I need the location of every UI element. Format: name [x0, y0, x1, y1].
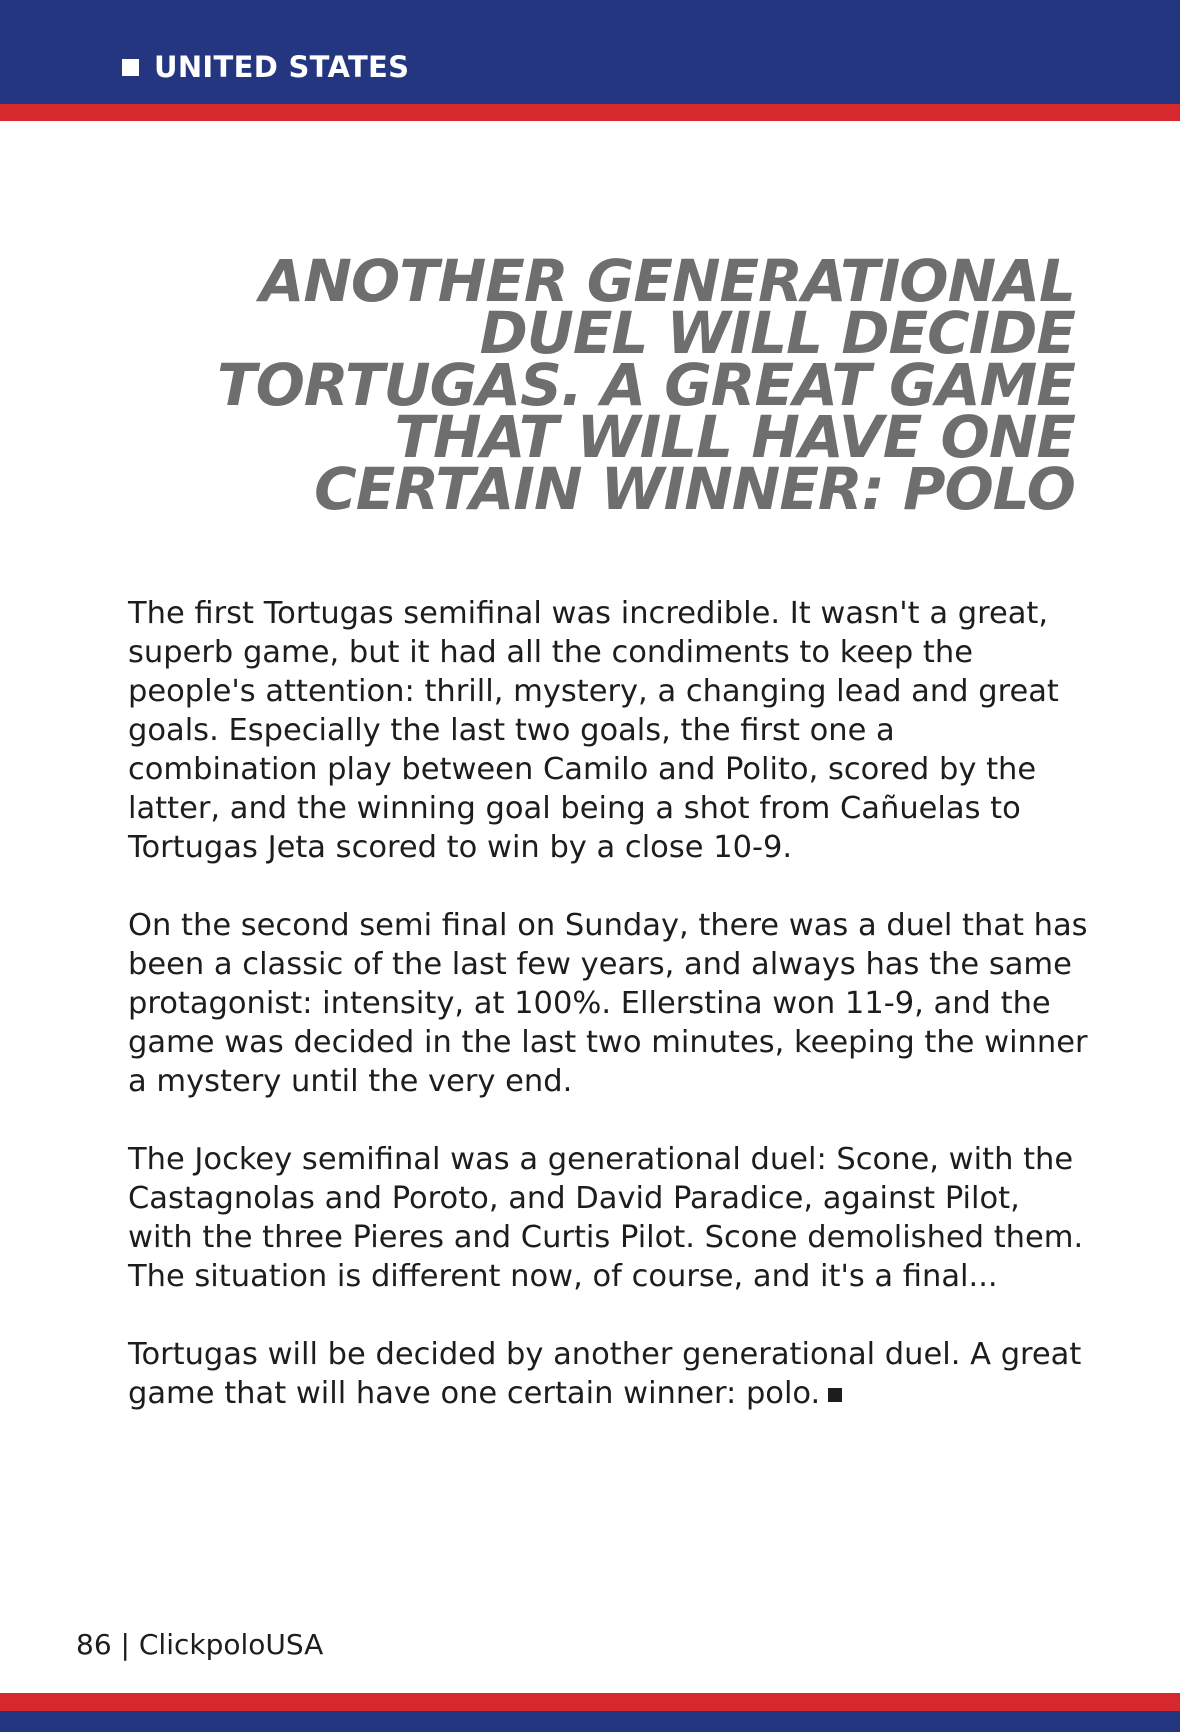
article-headline: ANOTHER GENERATIONAL DUEL WILL DECIDE TORTUGAS. A GREAT GAME THAT WILL HAVE ONE CERTAIN WINNER: POLO — [217, 247, 1075, 523]
header-red-stripe — [0, 104, 1180, 121]
paragraph-final — [128, 1335, 1088, 1413]
paragraph: The first Tortugas semifinal was incredible. It wasn't a great, superb game, but it had all the condiments to keep the people's attention: thrill, mystery, a changing lead and great goals. Especially the last two goals, the first one a combination play between Camilo and Polito, scored by the latter, and the winning goal being a shot from Cañuelas to Tortugas Jeta scored to win by a close 10-9. — [128, 596, 1059, 865]
footer-band — [0, 1711, 1180, 1732]
paragraph: On the second semi final on Sunday, there was a duel that has been a classic of the last few years, and always has the same protagonist: intensity, at 100%. Ellerstina won 11-9, and the game was decided in the last two minutes, keeping the winner a mystery until the very end. — [128, 908, 1088, 1099]
square-icon — [122, 59, 139, 76]
section-title: UNITED STATES — [154, 50, 410, 84]
paragraph-text: Tortugas will be decided by another generational duel. A great game that will have one certain winner: polo. — [128, 1337, 1082, 1411]
end-mark-icon — [828, 1388, 842, 1402]
footer-red-stripe — [0, 1693, 1180, 1711]
section-label — [122, 50, 409, 84]
header-band — [0, 0, 1180, 104]
page-footer: 86 | ClickpoloUSA — [76, 1628, 324, 1661]
article-body — [128, 594, 1088, 1452]
paragraph: The Jockey semifinal was a generational duel: Scone, with the Castagnolas and Poroto, and David Paradice, against Pilot, with the three Pieres and Curtis Pilot. Scone demolished them. The situation is different now, of course, and it's a final... — [128, 1142, 1084, 1294]
